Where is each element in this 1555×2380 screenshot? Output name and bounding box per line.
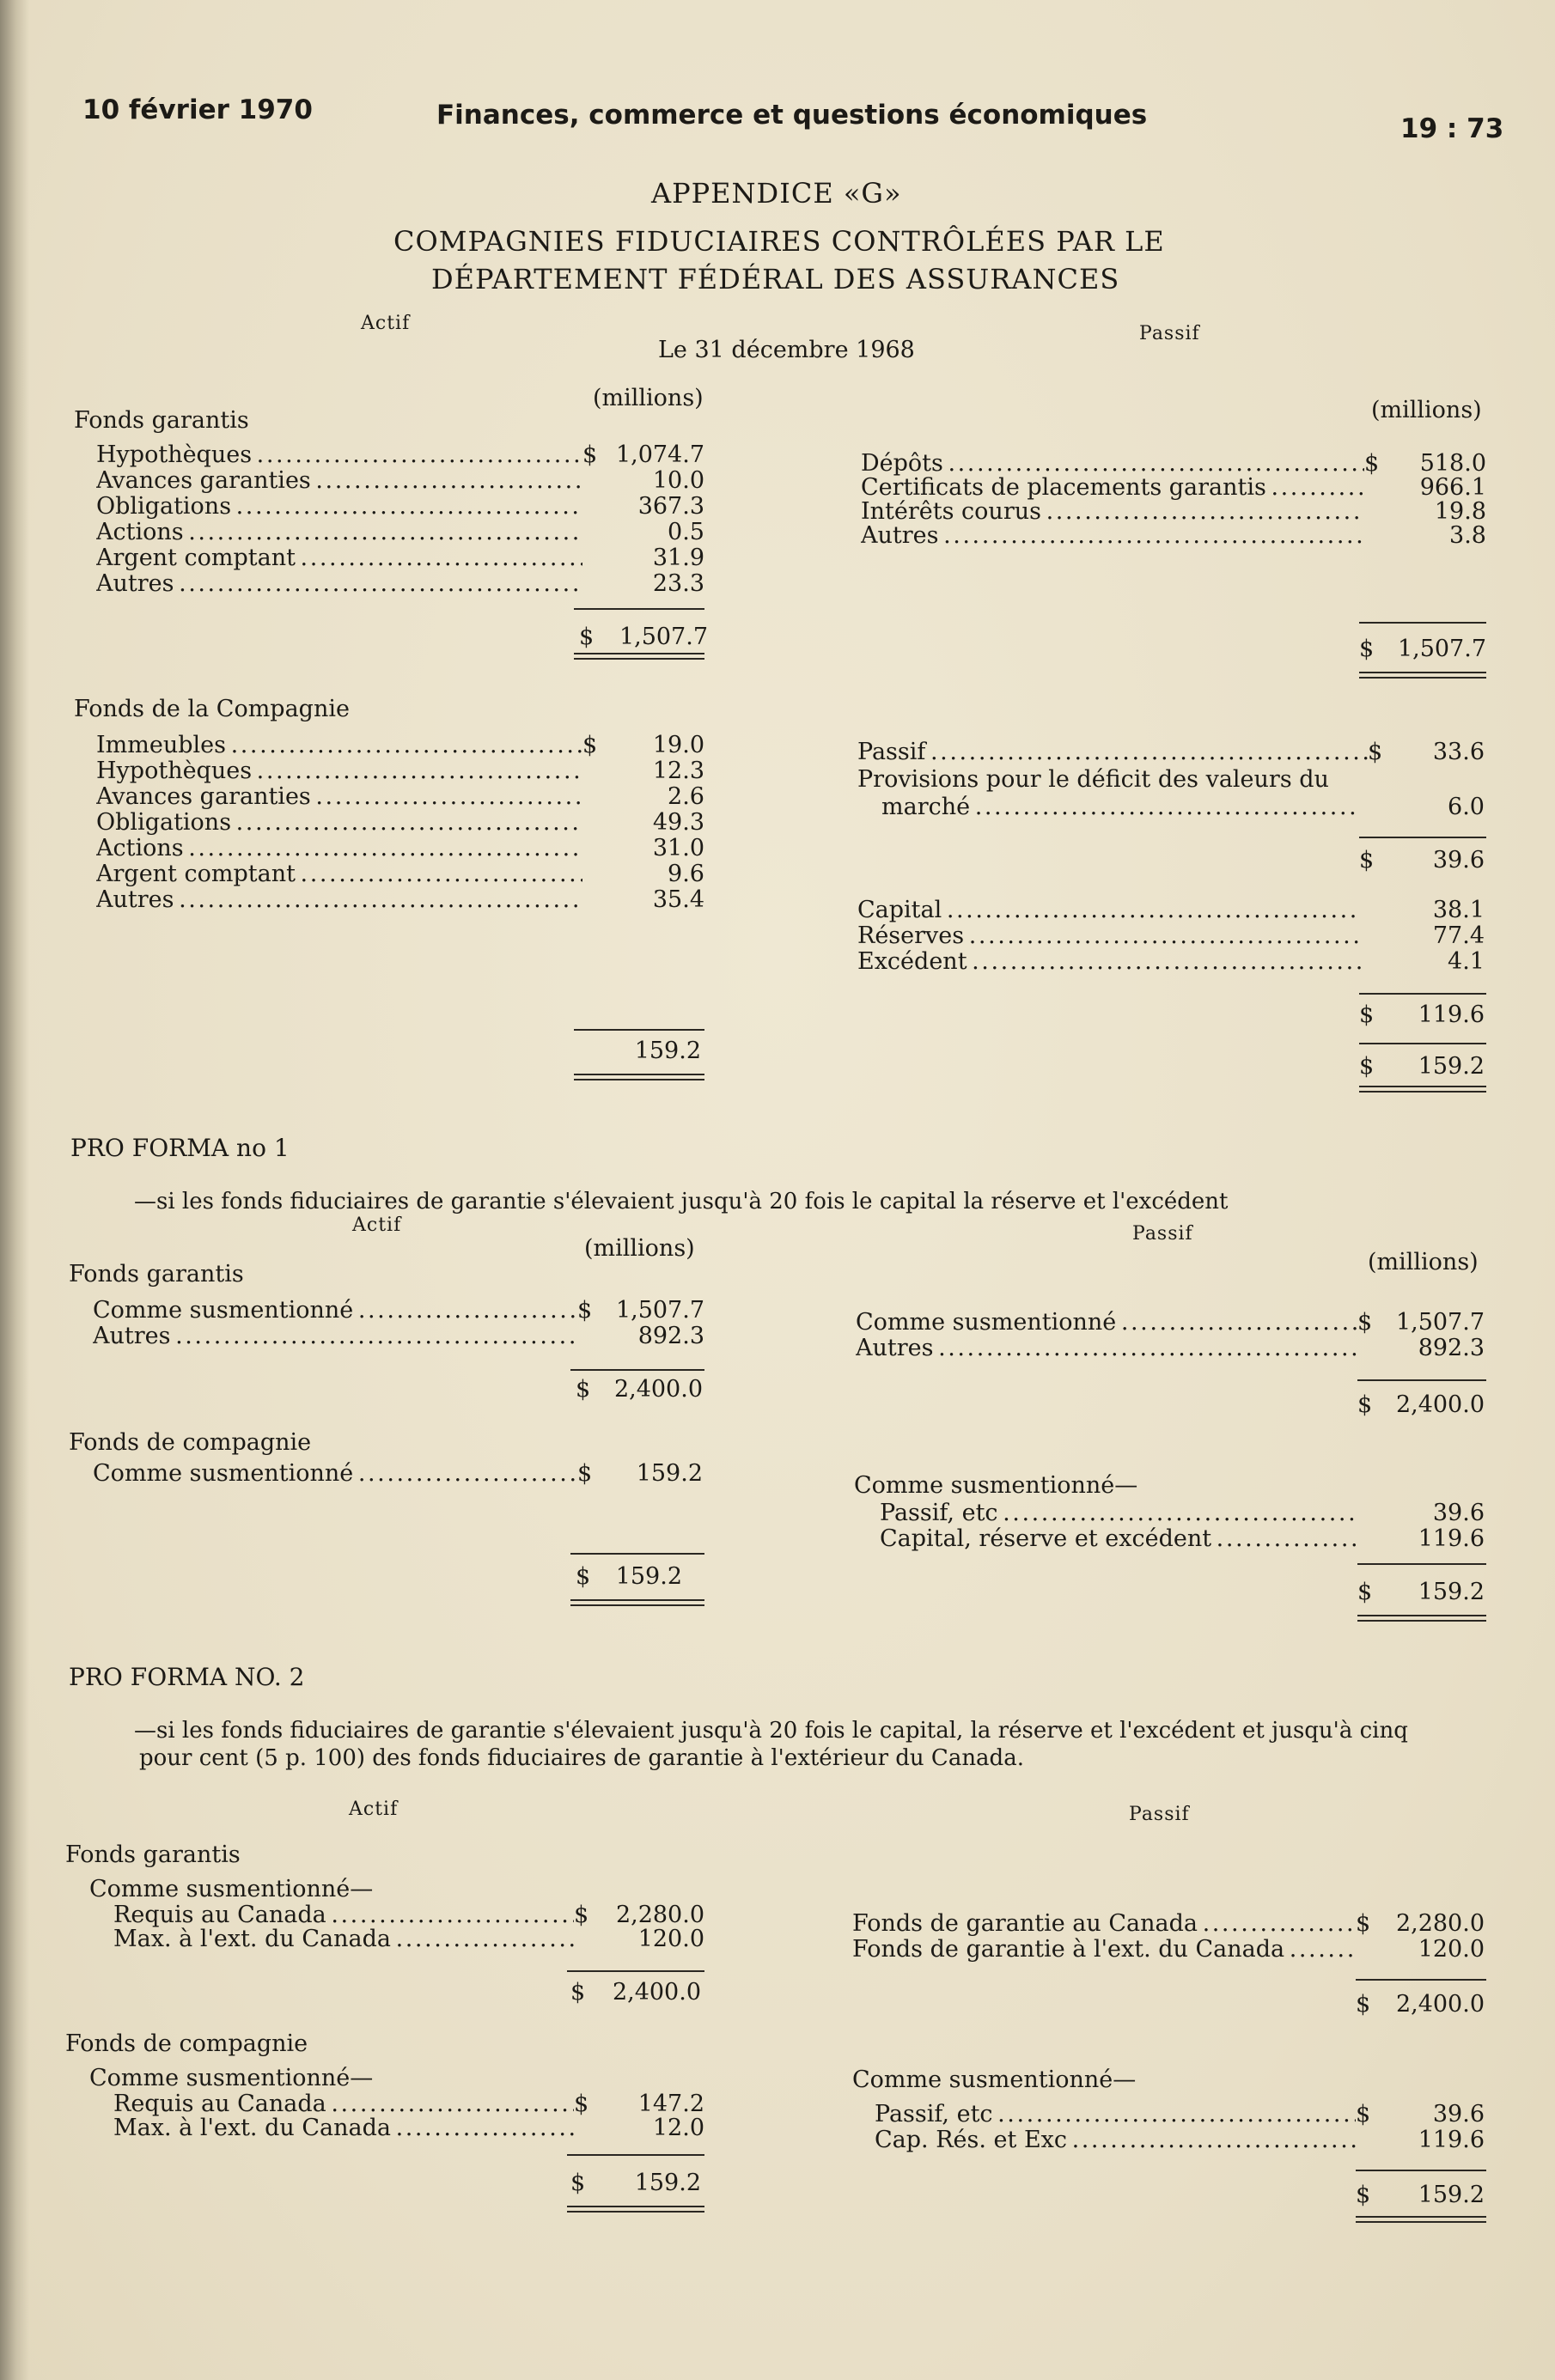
pf2-actif-compagnie-item-value: 12.0 — [652, 2115, 704, 2141]
fonds-compagnie-item-label: Actions . . . — [96, 835, 582, 862]
currency-sign: $ — [576, 1376, 591, 1403]
fonds-garantis-item-label: Autres . . . — [96, 570, 582, 598]
total-double-rule — [567, 2206, 704, 2213]
passif-garantis-item-value: 518.0 — [1419, 450, 1486, 477]
passif-garantis-item-label: Dépôts . . . — [861, 450, 1364, 478]
subtotal-rule — [567, 1970, 704, 1972]
pf1-passif-garantis-item-label: Autres . . . — [856, 1335, 1357, 1362]
passif-garantis-item-value: 966.1 — [1419, 474, 1486, 501]
pf2-passif-compagnie-item-label: Passif, etc . . . — [875, 2101, 1356, 2128]
pf2-passif-compagnie-total: 159.2 — [1418, 2182, 1485, 2208]
currency-sign: $ — [1357, 1579, 1373, 1605]
subtotal-rule — [1357, 1563, 1486, 1565]
pf2-passif-compagnie-item-value: 39.6 — [1432, 2101, 1485, 2127]
title-line-1: COMPAGNIES FIDUCIAIRES CONTRÔLÉES PAR LE — [393, 225, 1165, 258]
pro-forma-2-description-line-1: —si les fonds fiduciaires de garantie s'élevaient jusqu'à 20 fois le capital, la réserve et l'excédent et jusqu'à cinq — [134, 1718, 1408, 1744]
pf2-passif-garantis-item-label: Fonds de garantie au Canada . . . — [852, 1910, 1356, 1938]
fonds-garantis-total-row — [579, 624, 708, 651]
fonds-compagnie-item-label: Autres . . . — [96, 886, 582, 914]
pf2-passif-compagnie-sub: Comme susmentionné— — [852, 2067, 1137, 2093]
fonds-garantis-item-value: 367.3 — [637, 493, 704, 520]
fonds-garantis-item — [96, 467, 704, 495]
fonds-garantis-item — [96, 493, 704, 520]
fonds-compagnie-item-label: Immeubles . . . — [96, 732, 582, 759]
provisions-value: 6.0 — [1448, 794, 1485, 820]
millions-label-right: (millions) — [1371, 397, 1482, 423]
passif-garantis-item-value: 3.8 — [1449, 522, 1486, 549]
pro-forma-1-description: —si les fonds fiduciaires de garantie s'élevaient jusqu'à 20 fois le capital la réserve et l'excédent — [134, 1189, 1229, 1214]
pf1-actif-garantis-item-value: 1,507.7 — [615, 1297, 704, 1324]
capital-item-value: 4.1 — [1448, 948, 1485, 975]
pf2-passif-garantis-item-value: 120.0 — [1418, 1936, 1485, 1963]
currency-sign: $ — [1356, 1910, 1371, 1937]
page-binding-shadow — [0, 0, 29, 2380]
pf2-passif-garantis-item-value: 2,280.0 — [1395, 1910, 1485, 1937]
fonds-compagnie-heading: Fonds de compagnie — [65, 2030, 308, 2057]
subtotal-rule — [574, 608, 704, 610]
pf2-passif-compagnie-total-row — [1356, 2182, 1485, 2209]
capital-item — [857, 948, 1485, 976]
pro-forma-2-description-line-2: pour cent (5 p. 100) des fonds fiduciaires de garantie à l'extérieur du Canada. — [139, 1745, 1024, 1771]
pf2-passif-garantis-total-row — [1356, 1991, 1485, 2018]
currency-sign: $ — [1356, 1991, 1371, 2018]
fonds-compagnie-item — [96, 783, 704, 811]
fonds-compagnie-item — [96, 758, 704, 785]
passif-value: 33.6 — [1432, 739, 1485, 765]
currency-sign: $ — [570, 1979, 586, 2006]
pf2-actif-garantis-item-label: Requis au Canada . . . — [113, 1902, 574, 1929]
fonds-garantis-heading: Fonds garantis — [74, 407, 249, 434]
capital-total: 119.6 — [1418, 1001, 1485, 1028]
pro-forma-2-title: PRO FORMA NO. 2 — [69, 1663, 305, 1691]
currency-sign: $ — [1359, 1053, 1375, 1080]
pf1-passif-garantis-item-value: 892.3 — [1418, 1335, 1485, 1361]
millions-label-left: (millions) — [584, 1235, 695, 1262]
pf1-passif-garantis-item-value: 1,507.7 — [1395, 1309, 1485, 1336]
passif-subtotal: 39.6 — [1432, 847, 1485, 873]
capital-item-label: Capital . . . — [857, 897, 1361, 924]
currency-sign: $ — [1359, 847, 1375, 873]
currency-sign: $ — [574, 2091, 589, 2117]
subtotal-rule — [1359, 837, 1486, 838]
passif-row — [857, 739, 1485, 766]
passif-garantis-total: 1,507.7 — [1397, 636, 1486, 662]
pf1-actif-garantis-total: 2,400.0 — [613, 1376, 703, 1403]
header-page-ref: 19 : 73 — [1400, 113, 1504, 144]
pf2-passif-garantis-total: 2,400.0 — [1395, 1991, 1485, 2018]
fonds-garantis-item — [96, 519, 704, 546]
subtotal-rule — [1359, 1043, 1486, 1044]
pf1-passif-garantis-item — [856, 1309, 1485, 1336]
pf2-passif-compagnie-item — [875, 2101, 1485, 2128]
pf1-passif-compagnie-total-row — [1357, 1579, 1485, 1606]
pf2-actif-garantis-total-row — [570, 1979, 701, 2006]
fonds-compagnie-heading: Fonds de compagnie — [69, 1429, 312, 1456]
header-date: 10 février 1970 — [82, 94, 313, 125]
pf1-actif-garantis-item-value: 892.3 — [637, 1323, 704, 1349]
pf2-actif-garantis-item-label: Max. à l'ext. du Canada . . . — [113, 1926, 574, 1953]
provisions-label-line-2: marché . . . — [881, 794, 1359, 821]
header-publication: Finances, commerce et questions économiques — [436, 100, 1148, 131]
pf1-actif-garantis-item — [93, 1297, 704, 1324]
passif-garantis-total-row — [1359, 636, 1486, 663]
fonds-compagnie-item-label: Avances garanties . . . — [96, 783, 582, 811]
capital-item — [857, 922, 1485, 950]
pf2-passif-garantis-item-label: Fonds de garantie à l'ext. du Canada . . . — [852, 1936, 1356, 1963]
currency-sign: $ — [576, 1563, 591, 1590]
fonds-compagnie-item — [96, 835, 704, 862]
fonds-garantis-item-value: 23.3 — [652, 570, 704, 597]
pf2-actif-compagnie-item-value: 147.2 — [637, 2091, 704, 2117]
capital-item — [857, 897, 1485, 924]
fonds-compagnie-item-label: Obligations . . . — [96, 809, 582, 837]
currency-sign: $ — [1368, 739, 1383, 765]
actif-heading: Actif — [349, 1799, 399, 1820]
pf1-passif-compagnie-heading: Comme susmentionné— — [854, 1472, 1138, 1499]
fonds-compagnie-item-value: 31.0 — [652, 835, 704, 861]
fonds-garantis-item-label: Argent comptant . . . — [96, 545, 582, 572]
fonds-garantis-item-value: 10.0 — [652, 467, 704, 494]
title-line-2: DÉPARTEMENT FÉDÉRAL DES ASSURANCES — [431, 263, 1120, 295]
total-double-rule — [1359, 1086, 1486, 1093]
capital-item-label: Réserves . . . — [857, 922, 1361, 950]
fonds-compagnie-total: 159.2 — [634, 1038, 701, 1064]
fonds-compagnie-item — [96, 809, 704, 837]
pf1-actif-garantis-item — [93, 1323, 704, 1350]
fonds-garantis-item-label: Hypothèques . . . — [96, 441, 582, 469]
passif-garantis-item — [861, 522, 1486, 550]
fonds-compagnie-heading: Fonds de la Compagnie — [74, 696, 350, 722]
passif-garantis-item-value: 19.8 — [1434, 498, 1486, 525]
passif-subtotal-row — [1359, 847, 1485, 874]
pf2-passif-compagnie-item-value: 119.6 — [1418, 2127, 1485, 2153]
subtotal-rule — [567, 2154, 704, 2156]
pf2-actif-garantis-total: 2,400.0 — [612, 1979, 701, 2006]
passif-heading: Passif — [1132, 1223, 1193, 1245]
pf1-passif-garantis-item-label: Comme susmentionné . . . — [856, 1309, 1357, 1336]
fonds-garantis-item-value: 1,074.7 — [615, 441, 704, 468]
fonds-compagnie-item — [96, 886, 704, 914]
currency-sign: $ — [570, 2170, 586, 2196]
currency-sign: $ — [1357, 1309, 1373, 1336]
passif-label: Passif . . . — [857, 739, 1368, 766]
pf2-actif-garantis-item — [113, 1926, 704, 1953]
fonds-compagnie-item-value: 19.0 — [652, 732, 704, 758]
fonds-garantis-item-label: Actions . . . — [96, 519, 582, 546]
pf1-passif-compagnie-item-value: 39.6 — [1432, 1500, 1485, 1526]
total-double-rule — [574, 653, 704, 660]
currency-sign: $ — [1356, 2101, 1371, 2127]
capital-total-row — [1359, 1001, 1485, 1029]
pf1-actif-compagnie-total-row — [576, 1563, 682, 1591]
currency-sign: $ — [1356, 2182, 1371, 2208]
fonds-compagnie-item-value: 2.6 — [668, 783, 704, 810]
actif-heading: Actif — [352, 1214, 402, 1236]
fonds-garantis-item-label: Obligations . . . — [96, 493, 582, 520]
fonds-compagnie-item — [96, 732, 704, 759]
currency-sign: $ — [579, 624, 595, 650]
total-double-rule — [570, 1599, 704, 1606]
currency-sign: $ — [577, 1297, 593, 1324]
subtotal-rule — [1359, 622, 1486, 624]
total-double-rule — [574, 1074, 704, 1080]
pf2-actif-garantis-item-value: 2,280.0 — [615, 1902, 704, 1928]
subtotal-rule — [1356, 1979, 1486, 1981]
statement-date: Le 31 décembre 1968 — [658, 337, 915, 363]
subtotal-rule — [1357, 1379, 1486, 1381]
pf1-passif-compagnie-item — [880, 1525, 1485, 1553]
fonds-garantis-item-label: Avances garanties . . . — [96, 467, 582, 495]
provisions-label-line-1: Provisions pour le déficit des valeurs du — [857, 766, 1329, 793]
fonds-compagnie-item-value: 9.6 — [668, 861, 704, 887]
currency-sign: $ — [1359, 1001, 1375, 1028]
fonds-garantis-item — [96, 441, 704, 469]
appendix-title: APPENDICE «G» — [651, 177, 902, 210]
pf1-passif-compagnie-item-label: Capital, réserve et excédent . . . — [880, 1525, 1357, 1553]
pf2-passif-compagnie-item-label: Cap. Rés. et Exc . . . — [875, 2127, 1356, 2154]
fonds-garantis-total: 1,507.7 — [619, 624, 708, 650]
pf2-actif-garantis-sub: Comme susmentionné— — [89, 1876, 374, 1902]
currency-sign: $ — [1359, 636, 1375, 662]
pf1-passif-garantis-total-row — [1357, 1391, 1485, 1419]
fonds-garantis-heading: Fonds garantis — [65, 1841, 241, 1868]
pf1-passif-compagnie-total: 159.2 — [1418, 1579, 1485, 1605]
pf1-passif-garantis-item — [856, 1335, 1485, 1362]
currency-sign: $ — [582, 732, 598, 758]
pf1-actif-compagnie-value: 159.2 — [636, 1460, 703, 1487]
passif-heading: Passif — [1139, 323, 1200, 344]
pf2-actif-compagnie-item-label: Max. à l'ext. du Canada . . . — [113, 2115, 574, 2142]
pf2-actif-compagnie-item-label: Requis au Canada . . . — [113, 2091, 574, 2118]
provisions-row — [881, 794, 1485, 821]
pf1-passif-compagnie-item — [880, 1500, 1485, 1527]
currency-sign: $ — [574, 1902, 589, 1928]
pf1-actif-compagnie-total: 159.2 — [615, 1563, 682, 1590]
pf2-actif-compagnie-item — [113, 2115, 704, 2142]
fonds-garantis-item — [96, 545, 704, 572]
pf2-passif-compagnie-item — [875, 2127, 1485, 2154]
pf2-actif-compagnie-sub: Comme susmentionné— — [89, 2065, 374, 2091]
pf1-passif-compagnie-item-label: Passif, etc . . . — [880, 1500, 1357, 1527]
fonds-garantis-item-value: 31.9 — [652, 545, 704, 571]
millions-label-right: (millions) — [1368, 1249, 1479, 1275]
pf2-actif-garantis-item-value: 120.0 — [637, 1926, 704, 1952]
fonds-garantis-item — [96, 570, 704, 598]
total-double-rule — [1357, 1615, 1486, 1622]
actif-heading: Actif — [361, 313, 411, 334]
pf2-passif-garantis-item — [852, 1910, 1485, 1938]
passif-grand-total: 159.2 — [1418, 1053, 1485, 1080]
fonds-compagnie-item-label: Argent comptant . . . — [96, 861, 582, 888]
passif-garantis-item-label: Certificats de placements garantis . . . — [861, 474, 1364, 502]
pf1-actif-garantis-item-label: Comme susmentionné . . . — [93, 1297, 577, 1324]
total-double-rule — [1356, 2216, 1486, 2223]
passif-heading: Passif — [1129, 1804, 1190, 1825]
subtotal-rule — [570, 1553, 704, 1555]
pro-forma-1-title: PRO FORMA no 1 — [70, 1134, 290, 1162]
pf1-actif-compagnie-label: Comme susmentionné . . . — [93, 1460, 577, 1488]
fonds-garantis-item-value: 0.5 — [668, 519, 704, 545]
capital-item-value: 77.4 — [1432, 922, 1485, 949]
subtotal-rule — [574, 1029, 704, 1031]
pf1-actif-garantis-item-label: Autres . . . — [93, 1323, 577, 1350]
subtotal-rule — [1356, 2170, 1486, 2171]
currency-sign: $ — [1357, 1391, 1373, 1418]
subtotal-rule — [1359, 993, 1486, 995]
passif-garantis-item-label: Autres . . . — [861, 522, 1364, 550]
subtotal-rule — [570, 1369, 704, 1371]
pf1-passif-compagnie-item-value: 119.6 — [1418, 1525, 1485, 1552]
fonds-compagnie-item-value: 12.3 — [652, 758, 704, 784]
pf1-actif-garantis-total-row — [576, 1376, 703, 1403]
fonds-compagnie-total-row — [579, 1038, 701, 1065]
currency-sign: $ — [582, 441, 598, 468]
capital-item-label: Excédent . . . — [857, 948, 1361, 976]
pf2-passif-garantis-item — [852, 1936, 1485, 1963]
capital-item-value: 38.1 — [1432, 897, 1485, 923]
fonds-compagnie-item — [96, 861, 704, 888]
fonds-garantis-heading: Fonds garantis — [69, 1261, 244, 1287]
fonds-compagnie-item-value: 49.3 — [652, 809, 704, 836]
currency-sign: $ — [1364, 450, 1380, 477]
currency-sign: $ — [577, 1460, 593, 1487]
pf2-actif-compagnie-total-row — [570, 2170, 701, 2197]
passif-garantis-item-label: Intérêts courus . . . — [861, 498, 1364, 526]
pf1-actif-compagnie-row — [93, 1460, 703, 1488]
total-double-rule — [1359, 672, 1486, 679]
millions-label-left: (millions) — [593, 385, 704, 411]
fonds-compagnie-item-value: 35.4 — [652, 886, 704, 913]
pf1-passif-garantis-total: 2,400.0 — [1395, 1391, 1485, 1418]
fonds-compagnie-item-label: Hypothèques . . . — [96, 758, 582, 785]
pf2-actif-compagnie-total: 159.2 — [634, 2170, 701, 2196]
passif-grand-total-row — [1359, 1053, 1485, 1080]
